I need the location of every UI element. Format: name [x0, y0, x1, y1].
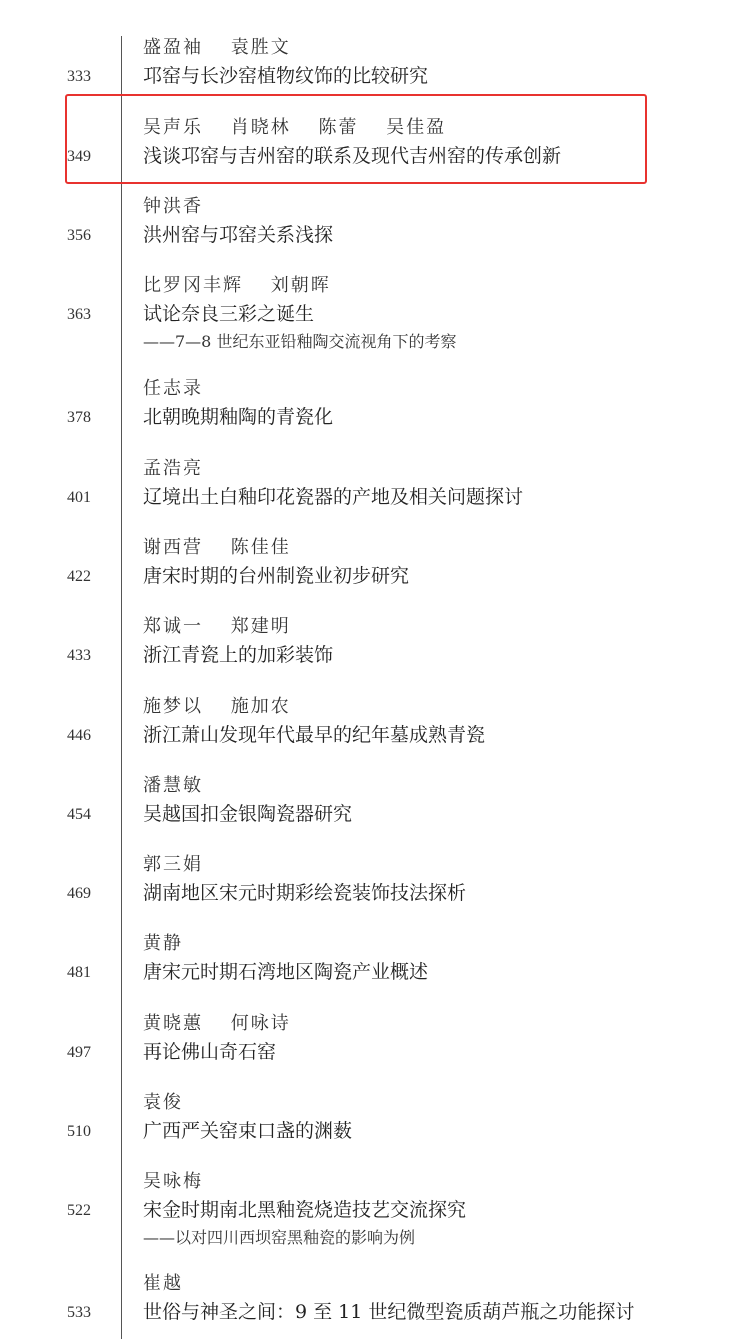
entry-authors: 吴声乐 肖晓林 陈蕾 吴佳盈 — [143, 117, 447, 138]
entry-page-number: 510 — [67, 1123, 91, 1140]
entry-title: 浙江萧山发现年代最早的纪年墓成熟青瓷 — [143, 724, 486, 746]
entry-page-number: 497 — [67, 1044, 91, 1061]
entry-authors: 钟洪香 — [143, 196, 203, 217]
entry-authors: 潘慧敏 — [143, 775, 203, 796]
entry-title: 邛窑与长沙窑植物纹饰的比较研究 — [143, 65, 429, 87]
entry-authors: 郑诚一 郑建明 — [143, 616, 291, 637]
entry-authors: 郭三娟 — [143, 854, 203, 875]
entry-title: 浙江青瓷上的加彩装饰 — [143, 644, 334, 666]
entry-title: 辽境出土白釉印花瓷器的产地及相关问题探讨 — [143, 486, 524, 508]
entry-page-number: 349 — [67, 148, 91, 165]
entry-subtitle: ——7—8 世纪东亚铅釉陶交流视角下的考察 — [143, 332, 457, 351]
entry-page-number: 522 — [67, 1202, 91, 1219]
entry-title: 吴越国扣金银陶瓷器研究 — [143, 803, 353, 825]
entry-authors: 崔越 — [143, 1273, 183, 1294]
entry-page-number: 533 — [67, 1304, 91, 1321]
entry-title: 世俗与神圣之间：9 至 11 世纪微型瓷质葫芦瓶之功能探讨 — [143, 1301, 635, 1323]
entry-page-number: 363 — [67, 306, 91, 323]
entry-page-number: 481 — [67, 964, 91, 981]
entry-page-number: 356 — [67, 227, 91, 244]
entry-page-number: 422 — [67, 568, 91, 585]
entry-authors: 盛盈袖 袁胜文 — [143, 37, 291, 58]
entry-authors: 谢西营 陈佳佳 — [143, 537, 291, 558]
entry-page-number: 401 — [67, 489, 91, 506]
entry-authors: 孟浩亮 — [143, 458, 203, 479]
entry-title: 再论佛山奇石窑 — [143, 1041, 277, 1063]
entry-title: 北朝晚期釉陶的青瓷化 — [143, 406, 334, 428]
entry-title: 浅谈邛窑与吉州窑的联系及现代吉州窑的传承创新 — [143, 145, 562, 167]
entry-authors: 黄静 — [143, 933, 183, 954]
entry-page-number: 454 — [67, 806, 91, 823]
entry-title: 洪州窑与邛窑关系浅探 — [143, 224, 334, 246]
entry-title: 宋金时期南北黑釉瓷烧造技艺交流探究 — [143, 1199, 467, 1221]
entry-title: 湖南地区宋元时期彩绘瓷装饰技法探析 — [143, 882, 467, 904]
entry-page-number: 333 — [67, 68, 91, 85]
entry-authors: 比罗冈丰辉 刘朝晖 — [143, 275, 331, 296]
entry-page-number: 446 — [67, 727, 91, 744]
vertical-divider-line — [121, 36, 122, 1339]
entry-title: 试论奈良三彩之诞生 — [143, 303, 315, 325]
highlight-box — [65, 94, 647, 184]
entry-authors: 任志录 — [143, 378, 203, 399]
entry-authors: 吴咏梅 — [143, 1171, 203, 1192]
entry-title: 唐宋元时期石湾地区陶瓷产业概述 — [143, 961, 429, 983]
entry-page-number: 433 — [67, 647, 91, 664]
entry-authors: 袁俊 — [143, 1092, 183, 1113]
entry-subtitle: ——以对四川西坝窑黑釉瓷的影响为例 — [143, 1228, 416, 1247]
entry-title: 唐宋时期的台州制瓷业初步研究 — [143, 565, 410, 587]
entry-authors: 黄晓蕙 何咏诗 — [143, 1013, 291, 1034]
entry-page-number: 378 — [67, 409, 91, 426]
entry-page-number: 469 — [67, 885, 91, 902]
entry-authors: 施梦以 施加农 — [143, 696, 291, 717]
entry-title: 广西严关窑束口盏的渊薮 — [143, 1120, 353, 1142]
